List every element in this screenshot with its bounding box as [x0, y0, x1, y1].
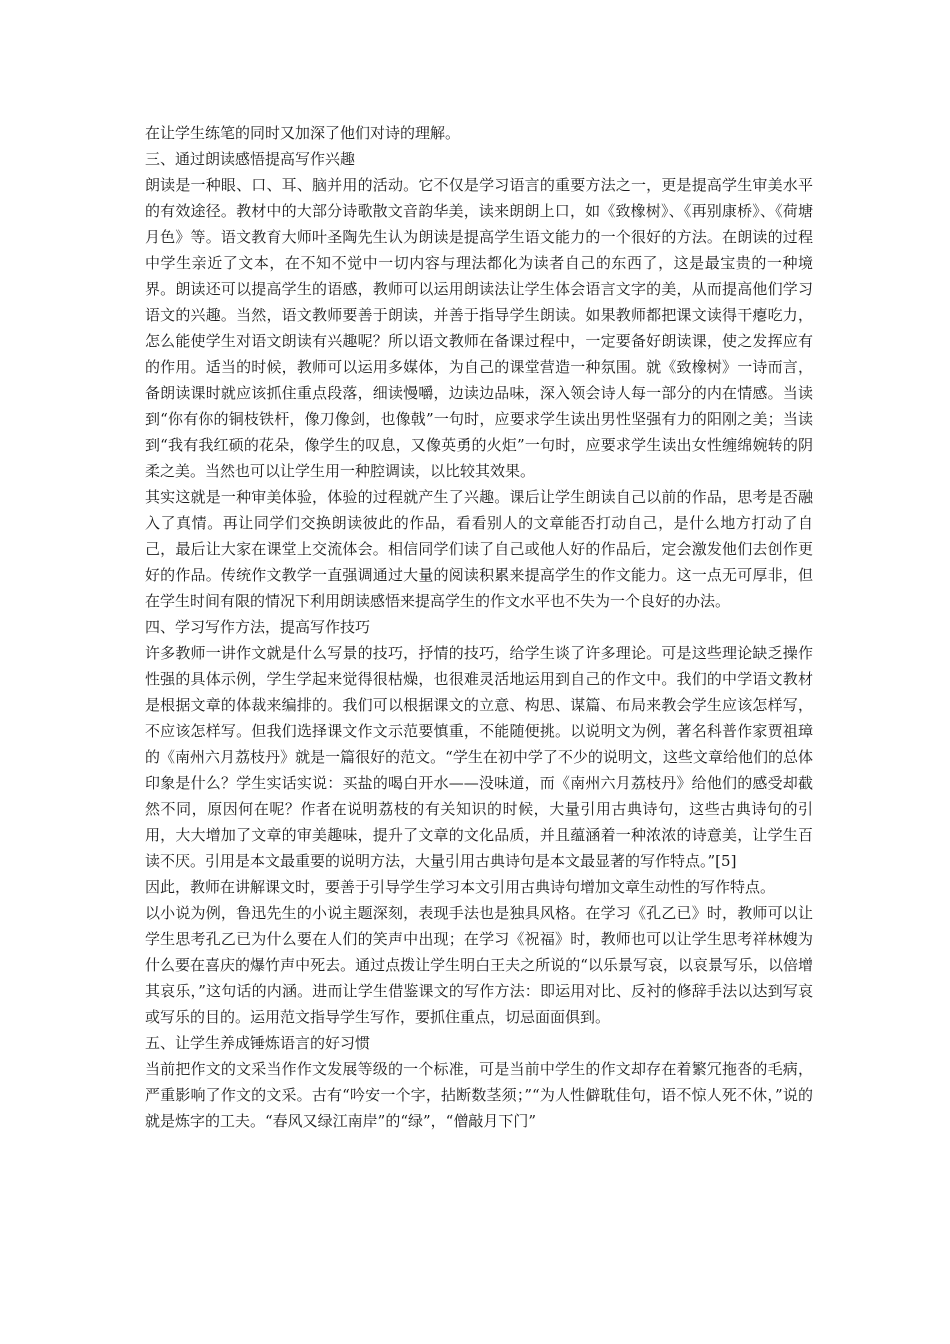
- paragraph-intro: 在让学生练笔的同时又加深了他们对诗的理解。: [145, 124, 461, 142]
- paragraph-therefore: 因此，教师在讲解课文时，要善于引导学生学习本文引用古典诗句增加文章生动性的写作特点。: [145, 878, 776, 896]
- paragraph-refine-language: 当前把作文的文采当作作文发展等级的一个标准，可是当前中学生的作文却存在着繁冗拖沓的毛病，严重影响了作文的文采。古有“吟安一个字，拈断数茎须；”“为人性僻耽佳句，语不惊人死不休，”说的就是炼字的工夫。“春风又绿江南岸”的“绿”，“僧敲月下门”: [145, 1060, 813, 1130]
- section-heading-3: 三、通过朗读感悟提高写作兴趣: [145, 150, 356, 168]
- paragraph-aesthetic-experience: 其实这就是一种审美体验，体验的过程就产生了兴趣。课后让学生朗读自己以前的作品，思考是否融入了真情。再让同学们交换朗读彼此的作品，看看别人的文章能否打动自己，是什么地方打动了自己，最后让大家在课堂上交流体会。相信同学们读了自己或他人好的作品后，定会激发他们去创作更好的作品。传统作文教学一直强调通过大量的阅读积累来提高学生的作文能力。这一点无可厚非，但在学生时间有限的情况下利用朗读感悟来提高学生的作文水平也不失为一个良好的办法。: [145, 488, 813, 610]
- paragraph-reading-aloud: 朗读是一种眼、口、耳、脑并用的活动。它不仅是学习语言的重要方法之一，更是提高学生审美水平的有效途径。教材中的大部分诗歌散文音韵华美，读来朗朗上口，如《致橡树》、《再别康桥》、《荷塘月色》等。语文教育大师叶圣陶先生认为朗读是提高学生语文能力的一个很好的方法。在朗读的过程中学生亲近了文本，在不知不觉中一切内容与理法都化为读者自己的东西了，这是最宝贵的一种境界。朗读还可以提高学生的语感，教师可以运用朗读法让学生体会语言文字的美，从而提高他们学习语文的兴趣。当然，语文教师要善于朗读，并善于指导学生朗读。如果教师都把课文读得干瘪吃力，怎么能使学生对语文朗读有兴趣呢？所以语文教师在备课过程中，一定要备好朗读课，使之发挥应有的作用。适当的时候，教师可以运用多媒体，为自己的课堂营造一种氛围。就《致橡树》一诗而言，备朗读课时就应该抓住重点段落，细读慢嚼，边读边品味，深入领会诗人每一部分的内在情感。当读到“你有你的铜枝铁杆，像刀像剑，也像戟”一句时，应要求学生读出男性坚强有力的阳刚之美；当读到“我有我红硕的花朵，像学生的叹息，又像英勇的火炬”一句时，应要求学生读出女性缠绵婉转的阴柔之美。当然也可以让学生用一种腔调读，以比较其效果。: [145, 176, 813, 480]
- section-heading-4: 四、学习写作方法，提高写作技巧: [145, 618, 371, 636]
- paragraph-novel-example: 以小说为例，鲁迅先生的小说主题深刻，表现手法也是独具风格。在学习《孔乙已》时，教师可以让学生思考孔乙已为什么要在人们的笑声中出现；在学习《祝福》时，教师也可以让学生思考祥林嫂为什么要在喜庆的爆竹声中死去。通过点拨让学生明白王夫之所说的“以乐景写哀，以哀景写乐，以倍增其哀乐，”这句话的内涵。进而让学生借鉴课文的写作方法：即运用对比、反衬的修辞手法以达到写哀或写乐的目的。运用范文指导学生写作，要抓住重点，切忌面面俱到。: [145, 904, 813, 1026]
- section-heading-5: 五、让学生养成锤炼语言的好习惯: [145, 1034, 371, 1052]
- paragraph-writing-methods: 许多教师一讲作文就是什么写景的技巧，抒情的技巧，给学生谈了许多理论。可是这些理论缺乏操作性强的具体示例，学生学起来觉得很枯燥，也很难灵活地运用到自己的作文中。我们的中学语文教材是根据文章的体裁来编排的。我们可以根据课文的立意、构思、谋篇、布局来教会学生应该怎样写，不应该怎样写。但我们选择课文作文示范要慎重，不能随便挑。以说明文为例，著名科普作家贾祖璋的《南州六月荔枝丹》就是一篇很好的范文。“学生在初中学了不少的说明文，这些文章给他们的总体印象是什么？学生实话实说：买盐的喝白开水——没味道，而《南州六月荔枝丹》给他们的感受却截然不同，原因何在呢？作者在说明荔枝的有关知识的时候，大量引用古典诗句，这些古典诗句的引用，大大增加了文章的审美趣味，提升了文章的文化品质，并且蕴涵着一种浓浓的诗意美，让学生百读不厌。引用是本文最重要的说明方法，大量引用古典诗句是本文最显著的写作特点。”[5]: [145, 644, 813, 870]
- document-page: [145, 120, 813, 1134]
